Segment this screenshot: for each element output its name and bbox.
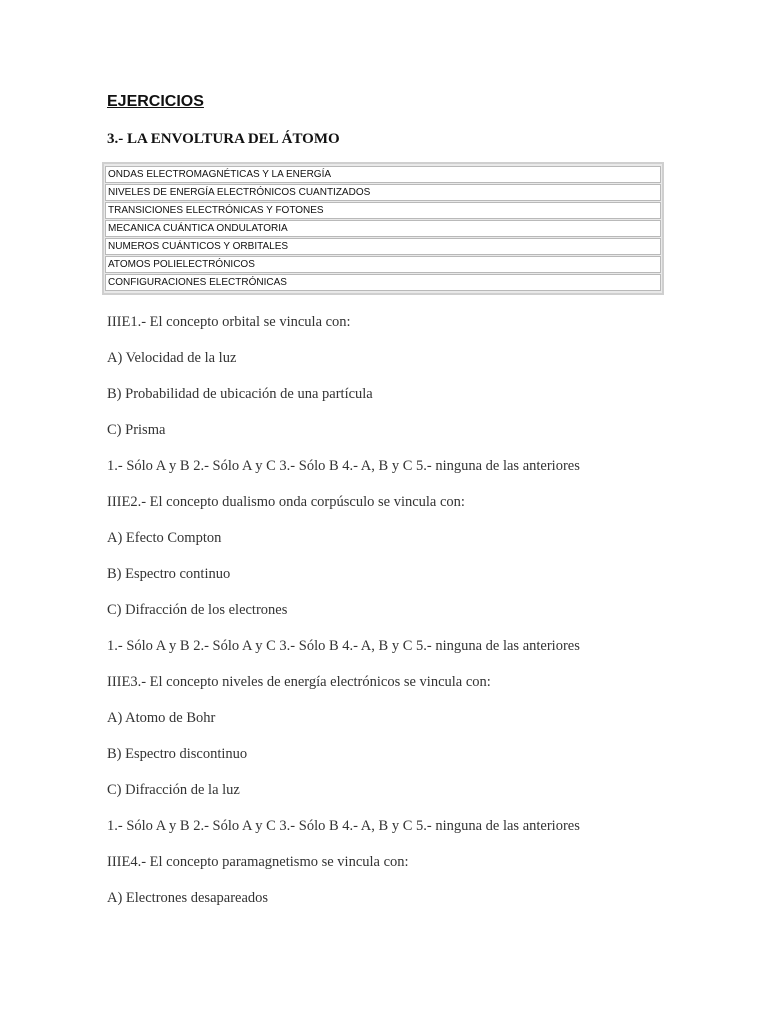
option-a: A) Atomo de Bohr bbox=[107, 710, 216, 726]
topic-row[interactable]: NUMEROS CUÁNTICOS Y ORBITALES bbox=[105, 238, 661, 255]
topics-table bbox=[102, 162, 664, 295]
option-c: C) Prisma bbox=[107, 422, 166, 438]
document-page bbox=[107, 92, 667, 925]
answer-choices: 1.- Sólo A y B 2.- Sólo A y C 3.- Sólo B 4.- A, B y C 5.- ninguna de las anteriores bbox=[107, 818, 580, 834]
questions-list bbox=[107, 313, 667, 925]
question-stem: IIIE3.- El concepto niveles de energía electrónicos se vincula con: bbox=[107, 674, 491, 690]
document-heading: EJERCICIOS bbox=[107, 93, 204, 110]
question-stem: IIIE2.- El concepto dualismo onda corpúsculo se vincula con: bbox=[107, 494, 465, 510]
topic-row[interactable]: CONFIGURACIONES ELECTRÓNICAS bbox=[105, 274, 661, 291]
option-b: B) Espectro discontinuo bbox=[107, 746, 248, 762]
topic-row[interactable]: MECANICA CUÁNTICA ONDULATORIA bbox=[105, 220, 661, 237]
topic-row[interactable]: NIVELES DE ENERGÍA ELECTRÓNICOS CUANTIZADOS bbox=[105, 184, 661, 201]
question-stem: IIIE1.- El concepto orbital se vincula con: bbox=[107, 314, 351, 330]
topic-row[interactable]: TRANSICIONES ELECTRÓNICAS Y FOTONES bbox=[105, 202, 661, 219]
option-b: B) Espectro continuo bbox=[107, 566, 231, 582]
option-b: B) Probabilidad de ubicación de una partícula bbox=[107, 386, 373, 402]
question-stem: IIIE4.- El concepto paramagnetismo se vincula con: bbox=[107, 854, 409, 870]
option-c: C) Difracción de los electrones bbox=[107, 602, 288, 618]
option-a: A) Efecto Compton bbox=[107, 530, 222, 546]
option-c: C) Difracción de la luz bbox=[107, 782, 240, 798]
option-a: A) Electrones desapareados bbox=[107, 890, 269, 906]
option-a: A) Velocidad de la luz bbox=[107, 350, 237, 366]
topic-row[interactable]: ATOMOS POLIELECTRÓNICOS bbox=[105, 256, 661, 273]
section-title: 3.- LA ENVOLTURA DEL ÁTOMO bbox=[107, 131, 340, 147]
answer-choices: 1.- Sólo A y B 2.- Sólo A y C 3.- Sólo B 4.- A, B y C 5.- ninguna de las anteriores bbox=[107, 458, 580, 474]
topic-row[interactable]: ONDAS ELECTROMAGNÉTICAS Y LA ENERGÍA bbox=[105, 166, 661, 183]
answer-choices: 1.- Sólo A y B 2.- Sólo A y C 3.- Sólo B 4.- A, B y C 5.- ninguna de las anteriores bbox=[107, 638, 580, 654]
